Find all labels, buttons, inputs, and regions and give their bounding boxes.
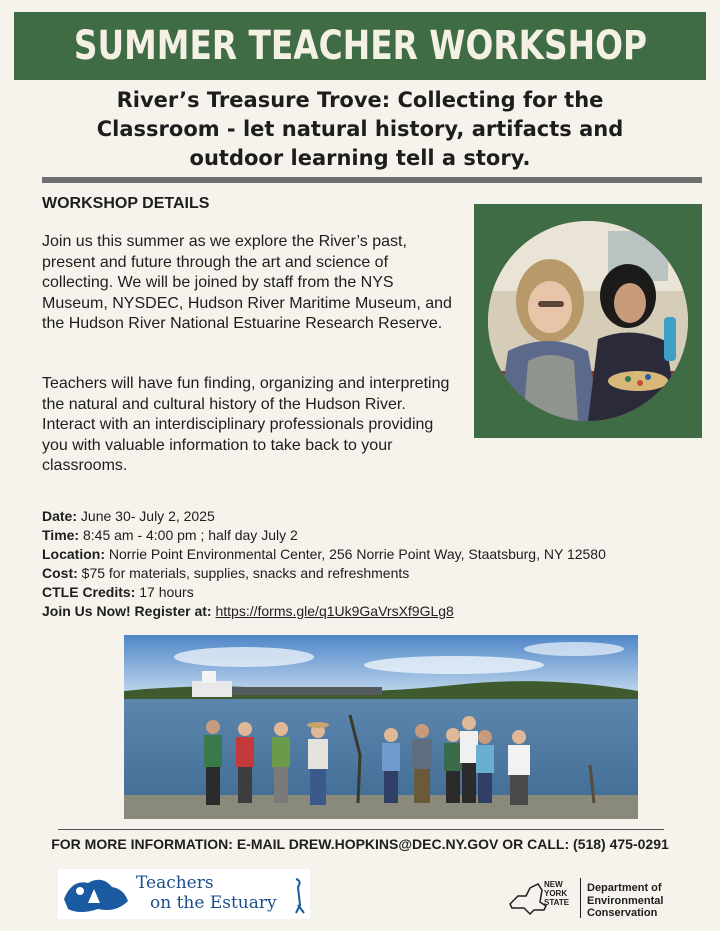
dec-line: Environmental bbox=[587, 894, 664, 907]
subtitle-line: Classroom - let natural history, artifacts and bbox=[96, 117, 624, 141]
nys-line: STATE bbox=[544, 898, 570, 907]
time-label: Time: bbox=[42, 527, 80, 543]
register-label: Join Us Now! Register at: bbox=[42, 603, 216, 619]
nysdec-logo bbox=[508, 876, 678, 922]
cost-value: $75 for materials, supplies, snacks and refreshments bbox=[77, 565, 410, 581]
activities-paragraph: Teachers will have fun finding, organizing and interpreting the natural and cultural history of the Hudson River. Interact with an interdisciplinary professionals providing you with valuable information to take back to your classrooms. bbox=[42, 375, 450, 474]
teachers-on-the-estuary-logo bbox=[58, 869, 310, 919]
intro-paragraph: Join us this summer as we explore the River’s past, present and future through the art and science of collecting. We will be joined by staff from the NYS Museum, NYSDEC, Hudson River Maritime Museum, and the Hudson River National Estuarine Research Reserve. bbox=[42, 233, 452, 332]
ctle-label: CTLE Credits: bbox=[42, 584, 136, 600]
heron-icon bbox=[284, 875, 308, 915]
estuary-map-icon bbox=[58, 869, 136, 919]
subtitle-line: River’s Treasure Trove: Collecting for the bbox=[116, 88, 604, 112]
divider bbox=[58, 829, 664, 830]
location-row bbox=[42, 545, 712, 564]
cost-row bbox=[42, 564, 712, 583]
location-value: Norrie Point Environmental Center, 256 Norrie Point Way, Staatsburg, NY 12580 bbox=[105, 546, 606, 562]
date-label: Date: bbox=[42, 508, 78, 524]
register-link[interactable]: https://forms.gle/q1Uk9GaVrsXf9GLg8 bbox=[215, 603, 454, 619]
teachers-photo-frame bbox=[474, 204, 702, 438]
workshop-details bbox=[42, 507, 712, 621]
cost-label: Cost: bbox=[42, 565, 78, 581]
toe-logo-text bbox=[136, 873, 277, 913]
page-title: SUMMER TEACHER WORKSHOP bbox=[73, 23, 647, 69]
teachers-photo bbox=[488, 221, 688, 421]
date-row bbox=[42, 507, 712, 526]
date-value: June 30- July 2, 2025 bbox=[77, 508, 215, 524]
logo-divider bbox=[580, 878, 581, 918]
ctle-value: 17 hours bbox=[135, 584, 194, 600]
dec-text bbox=[587, 882, 663, 920]
time-row bbox=[42, 526, 712, 545]
toe-line: on the Estuary bbox=[150, 893, 277, 913]
workshop-subtitle bbox=[30, 86, 690, 173]
section-heading: WORKSHOP DETAILS bbox=[42, 195, 210, 212]
divider bbox=[42, 177, 702, 183]
nys-line: YORK bbox=[544, 889, 568, 898]
contact-info: FOR MORE INFORMATION: E-MAIL DREW.HOPKINS@DEC.NY.GOV OR CALL: (518) 475-0291 bbox=[51, 836, 669, 852]
group-photo bbox=[124, 635, 638, 819]
ctle-row bbox=[42, 583, 712, 602]
subtitle-line: outdoor learning tell a story. bbox=[189, 146, 531, 170]
time-value: 8:45 am - 4:00 pm ; half day July 2 bbox=[79, 527, 298, 543]
nys-line: NEW bbox=[544, 880, 563, 889]
dec-line: Department of bbox=[587, 882, 662, 894]
location-label: Location: bbox=[42, 546, 105, 562]
toe-line: Teachers bbox=[136, 873, 214, 893]
dec-line: Conservation bbox=[587, 907, 658, 919]
title-banner bbox=[14, 12, 706, 80]
new-york-state-map-icon bbox=[508, 882, 548, 916]
nys-text bbox=[544, 880, 569, 907]
register-row bbox=[42, 602, 712, 621]
